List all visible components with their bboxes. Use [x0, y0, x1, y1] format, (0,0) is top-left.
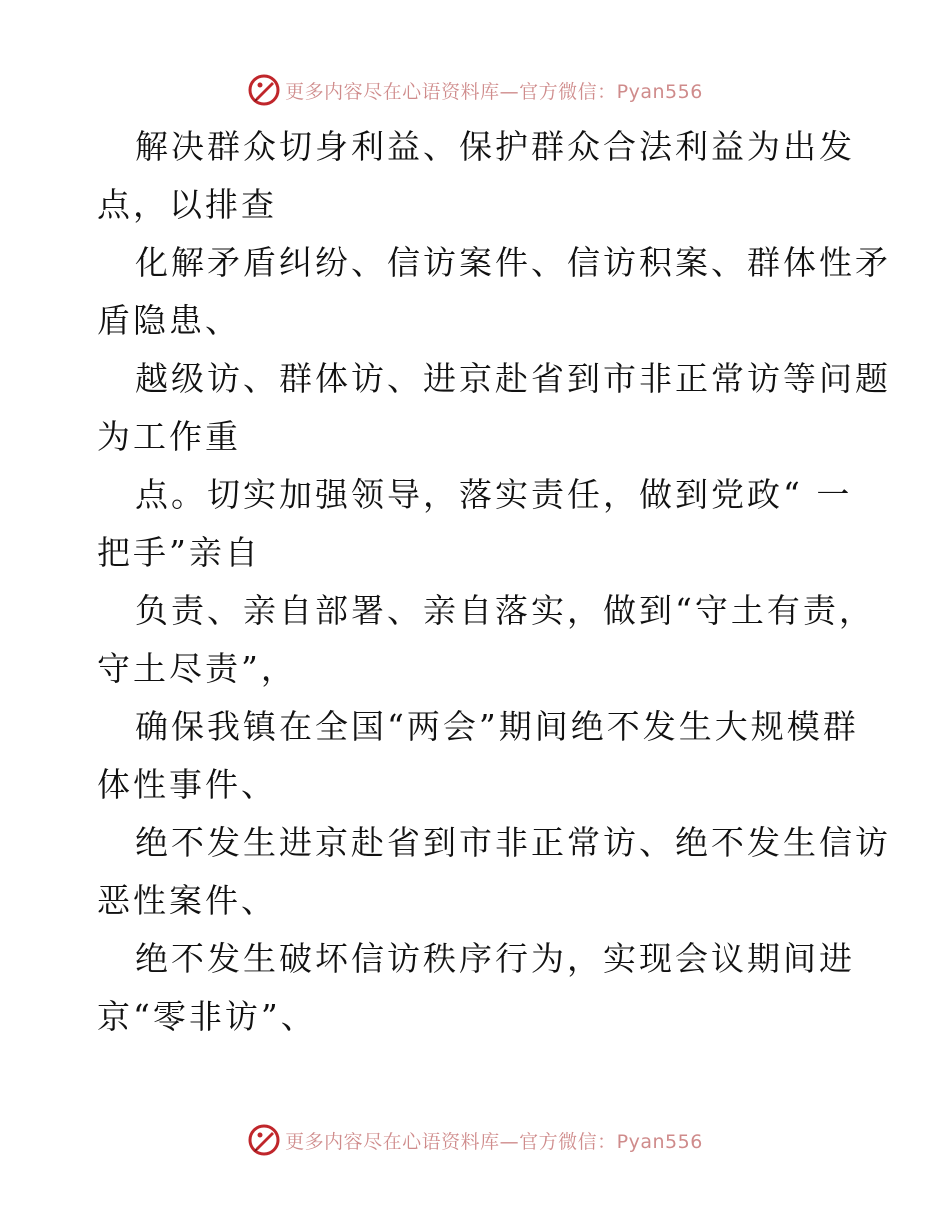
text-line: 绝不发生破坏信访秩序行为，实现会议期间进 [135, 939, 855, 978]
text-line: 恶性案件、 [97, 881, 277, 920]
header-watermark-text: 更多内容尽在心语资料库—官方微信：Pyan556 [285, 80, 703, 103]
text-line: 盾隐患、 [97, 301, 241, 340]
text-line: 绝不发生进京赴省到市非正常访、绝不发生信访 [135, 823, 891, 862]
text-line: 守土尽责”， [97, 649, 297, 688]
text-line: 把手”亲自 [97, 533, 261, 572]
text-line: 点。切实加强领导，落实责任，做到党政“ 一 [135, 475, 853, 514]
pen-logo-icon [247, 73, 281, 107]
text-line: 越级访、群体访、进京赴省到市非正常访等问题 [135, 359, 891, 398]
text-line: 体性事件、 [97, 765, 277, 804]
footer-watermark-text: 更多内容尽在心语资料库—官方微信：Pyan556 [285, 1130, 703, 1153]
text-line: 化解矛盾纠纷、信访案件、信访积案、群体性矛 [135, 243, 891, 282]
document-body [97, 118, 891, 1046]
footer-watermark-banner [0, 1120, 950, 1160]
text-line: 京“零非访”、 [97, 997, 317, 1036]
pen-logo-icon [247, 1123, 281, 1157]
text-line: 解决群众切身利益、保护群众合法利益为出发 [135, 127, 855, 166]
text-line: 负责、亲自部署、亲自落实，做到“守土有责， [135, 591, 875, 630]
text-line: 确保我镇在全国“两会”期间绝不发生大规模群 [135, 707, 859, 746]
text-line: 点，以排查 [97, 185, 277, 224]
text-line: 为工作重 [97, 417, 241, 456]
header-watermark-banner [0, 70, 950, 110]
